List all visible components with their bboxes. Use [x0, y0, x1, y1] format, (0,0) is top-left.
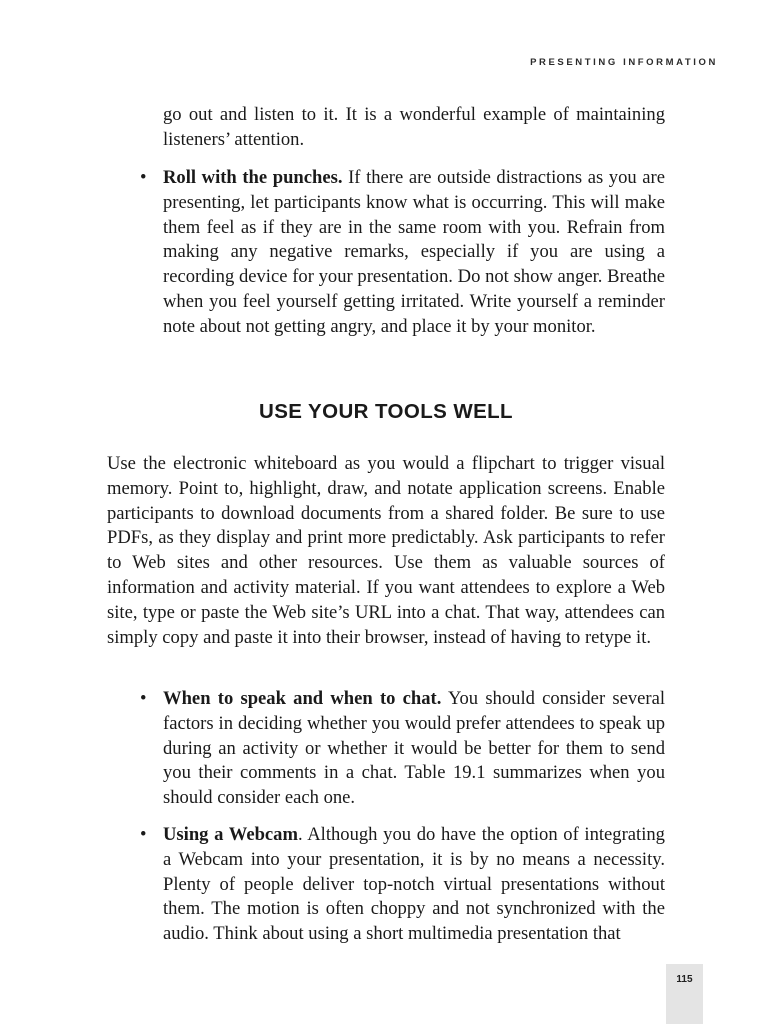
bullet-marker: • — [140, 167, 147, 188]
bullet-lead: Roll with the punches. — [163, 167, 343, 188]
bullet-marker: • — [140, 688, 147, 709]
continuation-paragraph: go out and listen to it. It is a wonderful example of maintaining listeners’ attention. — [163, 104, 665, 150]
section-paragraph: Use the electronic whiteboard as you would a flipchart to trigger visual memory. Point to, highlight, draw, and notate application screens. Enable participants to download documents from a shared folder. Be sure to use PDFs, as they display and print more predictably. Ask participants to refer to Web sites and other resources. Use them as valuable sources of information and activity material. If you want attendees to explore a Web site, type or paste the Web site’s URL into a chat. That way, attendees can simply copy and paste it into their browser, instead of having to retype it. — [107, 453, 665, 648]
bullet-using-a-webcam — [163, 823, 665, 947]
bullet-when-to-speak — [163, 687, 665, 811]
bullet-marker: • — [140, 824, 147, 845]
page-number-tab — [666, 964, 703, 1024]
bullet-text: If there are outside distractions as you are presenting, let participants know what is occurring. This will make them feel as if they are in the same room with you. Refrain from making any negative remarks, especially if you are using a recording device for your presentation. Do not show anger. Breathe when you feel yourself getting irritated. Write yourself a reminder note about not getting angry, and place it by your monitor. — [163, 167, 665, 337]
bullet-text: . Although you do have the option of integrating a Webcam into your presentation, it is by no means a necessity. Plenty of people deliver top-notch virtual presentations without them. The motion is often choppy and not synchronized with the audio. Think about using a short multimedia presentation that — [163, 824, 665, 945]
bullet-lead: When to speak and when to chat. — [163, 688, 442, 709]
section-heading: USE YOUR TOOLS WELL — [258, 400, 513, 423]
bullet-lead: Using a Webcam — [163, 824, 298, 845]
bullet-text: You should consider several factors in deciding whether you would prefer attendees to speak up during an activity or whether it would be better for them to send you their comments in a chat. Table 19.1 summarizes when you should consider each one. — [163, 688, 666, 809]
page-number: 115 — [676, 974, 693, 985]
bullet-roll-with-the-punches — [163, 166, 665, 340]
running-head: PRESENTING INFORMATION — [530, 57, 718, 68]
